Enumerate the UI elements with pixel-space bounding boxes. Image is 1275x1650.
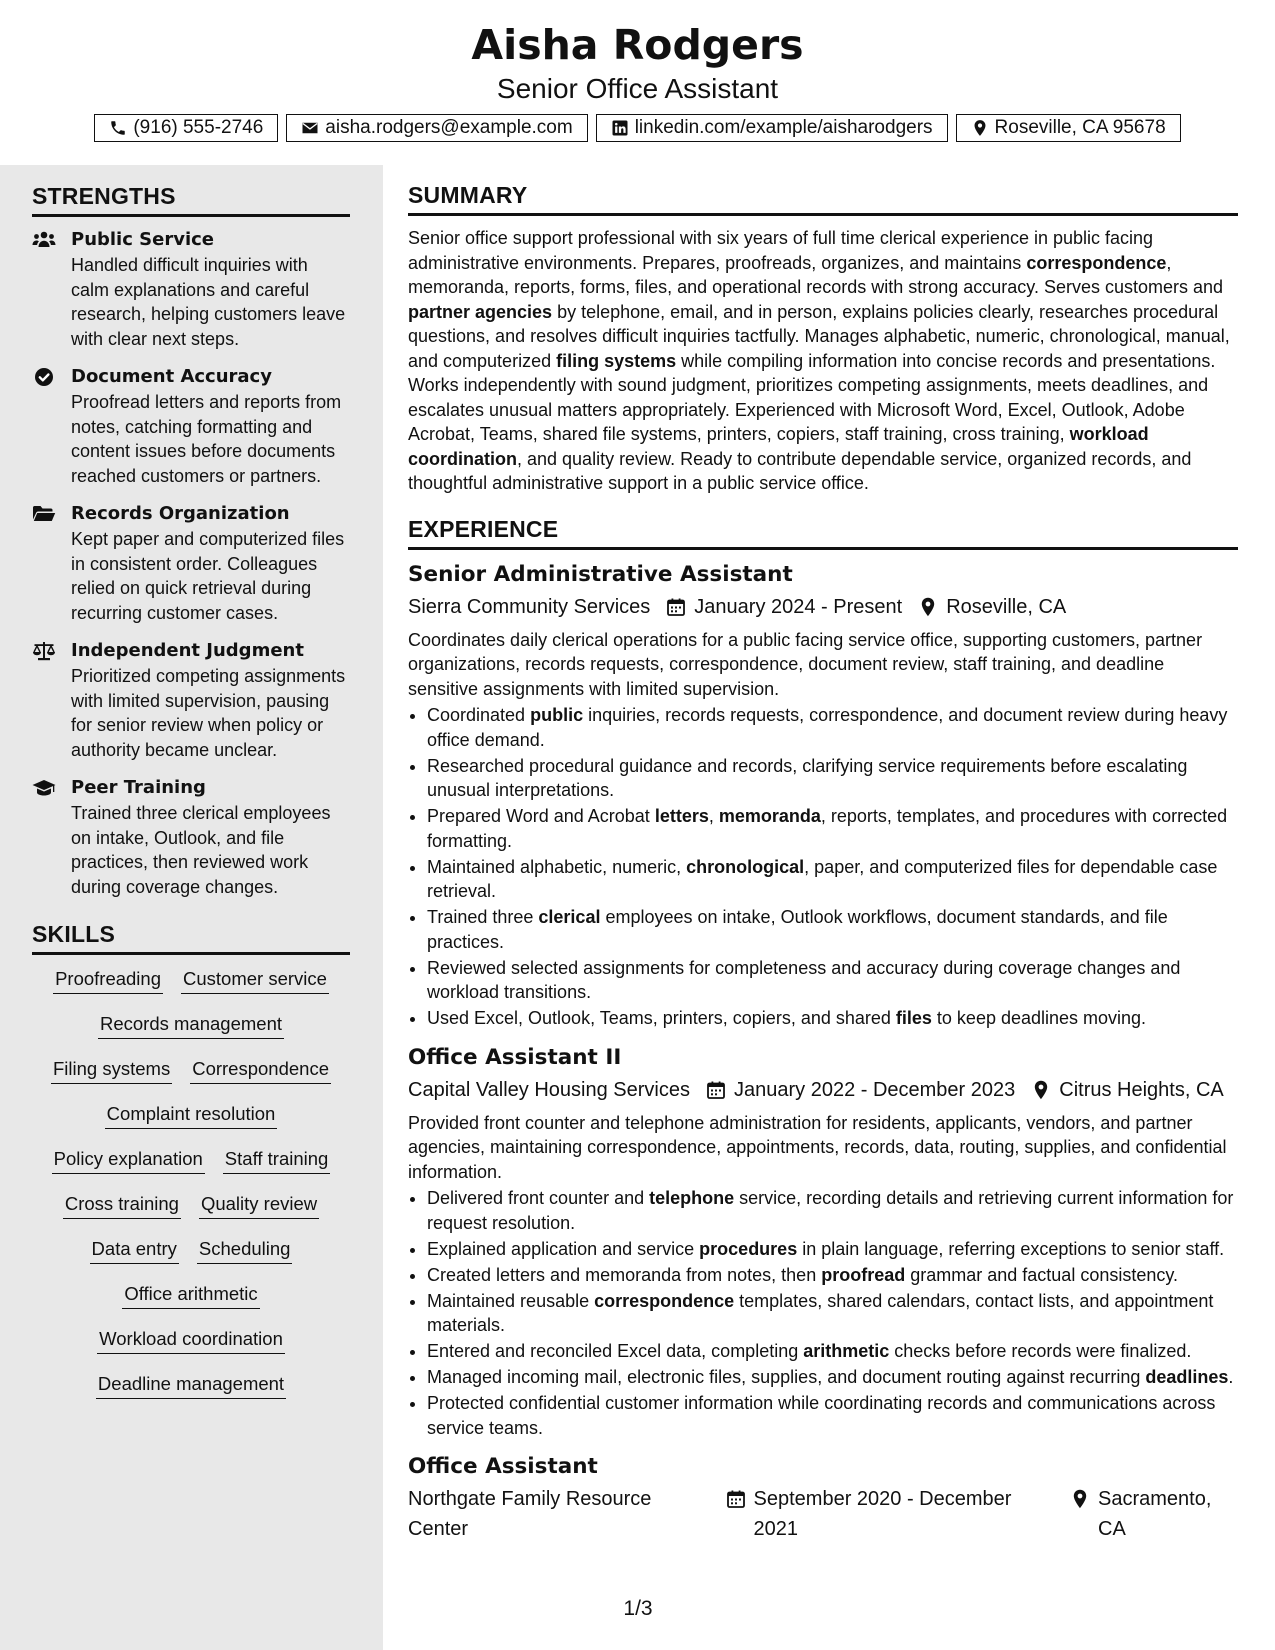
job-entry — [408, 560, 1238, 1031]
bullet-item: • Entered and reconciled Excel data, completing arithmetic checks before records were finalized. — [427, 1339, 1238, 1364]
bullet-item: • Trained three clerical employees on intake, Outlook workflows, document standards, and file practices. — [427, 905, 1238, 954]
strength-item — [32, 227, 350, 351]
strength-title: Independent Judgment — [71, 640, 304, 661]
job-dates: January 2024 - Present — [694, 595, 903, 618]
job-description: Provided front counter and telephone administration for residents, applicants, vendors, and partner agencies, maintaining correspondence, appointments, records, data, routing, supplies, and confidential information. — [408, 1112, 1227, 1182]
skill-tag: Records management — [98, 1012, 284, 1039]
job-entry — [408, 1043, 1238, 1441]
contact-row — [0, 114, 1275, 142]
job-location: Roseville, CA — [946, 595, 1067, 618]
strength-title: Peer Training — [71, 777, 206, 798]
company-name: Northgate Family Resource Center — [408, 1488, 652, 1540]
bullet-item: • Delivered front counter and telephone service, recording details and retrieving current information for request resolution. — [427, 1186, 1238, 1235]
bullet-item: • Maintained alphabetic, numeric, chronological, paper, and computerized files for dependable case retrieval. — [427, 855, 1238, 904]
emphasis-text: clerical — [538, 907, 601, 927]
contact-location[interactable] — [956, 114, 1181, 142]
emphasis-text: partner agencies — [408, 301, 553, 322]
bullet-item: • Used Excel, Outlook, Teams, printers, copiers, and shared files to keep deadlines moving. — [427, 1006, 1238, 1031]
skill-tag: Staff training — [223, 1147, 331, 1174]
graduation-cap-icon — [32, 778, 56, 798]
emphasis-text: arithmetic — [803, 1341, 890, 1361]
job-meta — [408, 1075, 1238, 1105]
skills-section — [32, 919, 350, 1417]
job-dates: September 2020 - December 2021 — [753, 1488, 1012, 1540]
skill-tag: Workload coordination — [97, 1327, 285, 1354]
job-bullets — [408, 703, 1238, 1031]
skill-tag: Cross training — [63, 1192, 181, 1219]
candidate-title: Senior Office Assistant — [496, 73, 779, 104]
strength-item — [32, 364, 350, 488]
company-name: Capital Valley Housing Services — [408, 1078, 690, 1101]
summary-text: Senior office support professional with six years of full time clerical experience in public facing administrative environments. Prepares, proofreads, organizes, and maintains correspondence, memoranda, reports, forms, files, and operational records with strong accuracy. Serves customers and partner agencies by telephone, email, and in person, explains policies clearly, researches procedural questions, and resolves difficult inquiries tactfully. Manages alphabetic, numeric, chronological, manual, and computerized filing systems while compiling information into concise records and presentations. Works independently with sound judgment, prioritizes competing assignments, meets deadlines, and escalates unusual matters appropriately. Experienced with Microsoft Word, Excel, Outlook, Adobe Acrobat, Teams, shared file systems, printers, copiers, staff training, cross training, workload coordination, and quality review. Ready to contribute dependable service, organized records, and thoughtful administrative support in a public service office. — [408, 228, 1230, 493]
contact-linkedin[interactable] — [596, 114, 948, 142]
phone-text: (916) 555-2746 — [133, 117, 264, 138]
emphasis-text: workload coordination — [408, 424, 1149, 469]
job-title: Senior Administrative Assistant — [408, 561, 793, 587]
skill-tag: Policy explanation — [52, 1147, 205, 1174]
calendar-icon — [666, 597, 686, 617]
check-circle-icon — [32, 367, 56, 387]
skill-tag: Scheduling — [197, 1237, 293, 1264]
job-location: Sacramento, CA — [1098, 1488, 1212, 1540]
strength-desc: Handled difficult inquiries with calm explanations and careful research, helping customers leave with clear next steps. — [71, 255, 346, 349]
bullet-item: • Protected confidential customer information while coordinating records and communications across service teams. — [427, 1391, 1238, 1440]
summary-heading: SUMMARY — [408, 180, 1238, 216]
phone-icon — [109, 119, 127, 137]
skill-tag: Office arithmetic — [122, 1282, 259, 1309]
map-pin-icon — [971, 119, 989, 137]
strength-item — [32, 638, 350, 762]
bullet-item: • Explained application and service procedures in plain language, referring exceptions to senior staff. — [427, 1237, 1238, 1262]
scale-icon — [32, 641, 56, 661]
emphasis-text: memoranda — [718, 806, 821, 826]
skill-tag: Complaint resolution — [105, 1102, 278, 1129]
skill-tag: Customer service — [181, 967, 329, 994]
emphasis-text: correspondence — [1026, 252, 1167, 273]
strength-desc: Proofread letters and reports from notes, catching formatting and content issues before documents reached customers or partners. — [71, 392, 342, 486]
main-column — [408, 180, 1238, 1556]
candidate-name: Aisha Rodgers — [471, 21, 804, 69]
experience-heading: EXPERIENCE — [408, 514, 1238, 550]
skill-tag: Filing systems — [51, 1057, 172, 1084]
location-text: Roseville, CA 95678 — [994, 117, 1166, 138]
skill-tag: Data entry — [90, 1237, 179, 1264]
strength-desc: Kept paper and computerized files in consistent order. Colleagues relied on quick retrieval during recurring customer cases. — [71, 529, 345, 623]
users-icon — [32, 230, 56, 250]
job-entry — [408, 1452, 1238, 1544]
job-dates: January 2022 - December 2023 — [733, 1078, 1016, 1101]
page-number: 1/3 — [623, 1597, 653, 1620]
contact-phone[interactable] — [94, 114, 278, 142]
map-pin-icon — [1070, 1489, 1090, 1509]
bullet-item: • Prepared Word and Acrobat letters, memoranda, reports, templates, and procedures with corrected formatting. — [427, 804, 1238, 853]
strength-desc: Prioritized competing assignments with limited supervision, pausing for senior review when policy or authority became unclear. — [71, 666, 346, 760]
bullet-item: • Created letters and memoranda from notes, then proofread grammar and factual consistency. — [427, 1263, 1238, 1288]
strength-title: Document Accuracy — [71, 366, 272, 387]
emphasis-text: public — [530, 705, 584, 725]
job-location: Citrus Heights, CA — [1059, 1078, 1224, 1101]
skill-tag: Quality review — [199, 1192, 319, 1219]
emphasis-text: telephone — [649, 1188, 735, 1208]
skills-heading: SKILLS — [32, 919, 350, 955]
contact-email[interactable] — [286, 114, 587, 142]
job-meta — [408, 592, 1238, 622]
strength-item — [32, 501, 350, 625]
emphasis-text: files — [895, 1008, 932, 1028]
sidebar — [0, 165, 383, 1650]
envelope-icon — [301, 119, 319, 137]
folder-open-icon — [32, 504, 56, 524]
emphasis-text: letters — [654, 806, 709, 826]
strengths-heading: STRENGTHS — [32, 181, 350, 217]
job-title: Office Assistant II — [408, 1044, 622, 1070]
strength-desc: Trained three clerical employees on intake, Outlook, and file practices, then reviewed work during coverage changes. — [71, 803, 331, 897]
job-meta — [408, 1484, 1238, 1544]
job-bullets — [408, 1186, 1238, 1440]
skill-tag: Proofreading — [53, 967, 163, 994]
skill-tag: Deadline management — [96, 1372, 286, 1399]
emphasis-text: correspondence — [594, 1290, 735, 1311]
skill-tag: Correspondence — [190, 1057, 331, 1084]
emphasis-text: chronological — [686, 856, 805, 877]
strength-title: Public Service — [71, 229, 214, 250]
map-pin-icon — [1031, 1080, 1051, 1100]
resume-header — [0, 0, 1275, 160]
bullet-item: • Reviewed selected assignments for completeness and accuracy during coverage changes and workload transitions. — [427, 956, 1238, 1005]
job-description: Coordinates daily clerical operations for a public facing service office, supporting customers, partner organizations, records requests, correspondence, document review, staff training, and deadline sensitive assignments with limited supervision. — [408, 629, 1203, 699]
strength-title: Records Organization — [71, 503, 290, 524]
bullet-item: • Researched procedural guidance and records, clarifying service requirements before escalating unusual interpretations. — [427, 754, 1238, 803]
email-text: aisha.rodgers@example.com — [325, 117, 573, 138]
job-title: Office Assistant — [408, 1454, 598, 1479]
linkedin-icon — [611, 119, 629, 137]
company-name: Sierra Community Services — [408, 595, 651, 618]
bullet-item: • Maintained reusable correspondence templates, shared calendars, contact lists, and appointment materials. — [427, 1289, 1238, 1338]
calendar-icon — [706, 1080, 726, 1100]
map-pin-icon — [918, 597, 938, 617]
emphasis-text: proofread — [821, 1264, 906, 1285]
emphasis-text: procedures — [699, 1238, 798, 1259]
emphasis-text: filing systems — [556, 350, 677, 371]
linkedin-text: linkedin.com/example/aisharodgers — [634, 117, 933, 138]
strength-item — [32, 775, 350, 899]
bullet-item: • Coordinated public inquiries, records requests, correspondence, and document review during heavy office demand. — [427, 703, 1238, 752]
calendar-icon — [726, 1489, 746, 1509]
bullet-item: • Managed incoming mail, electronic files, supplies, and document routing against recurring deadlines. — [427, 1365, 1238, 1390]
emphasis-text: deadlines — [1145, 1367, 1229, 1387]
